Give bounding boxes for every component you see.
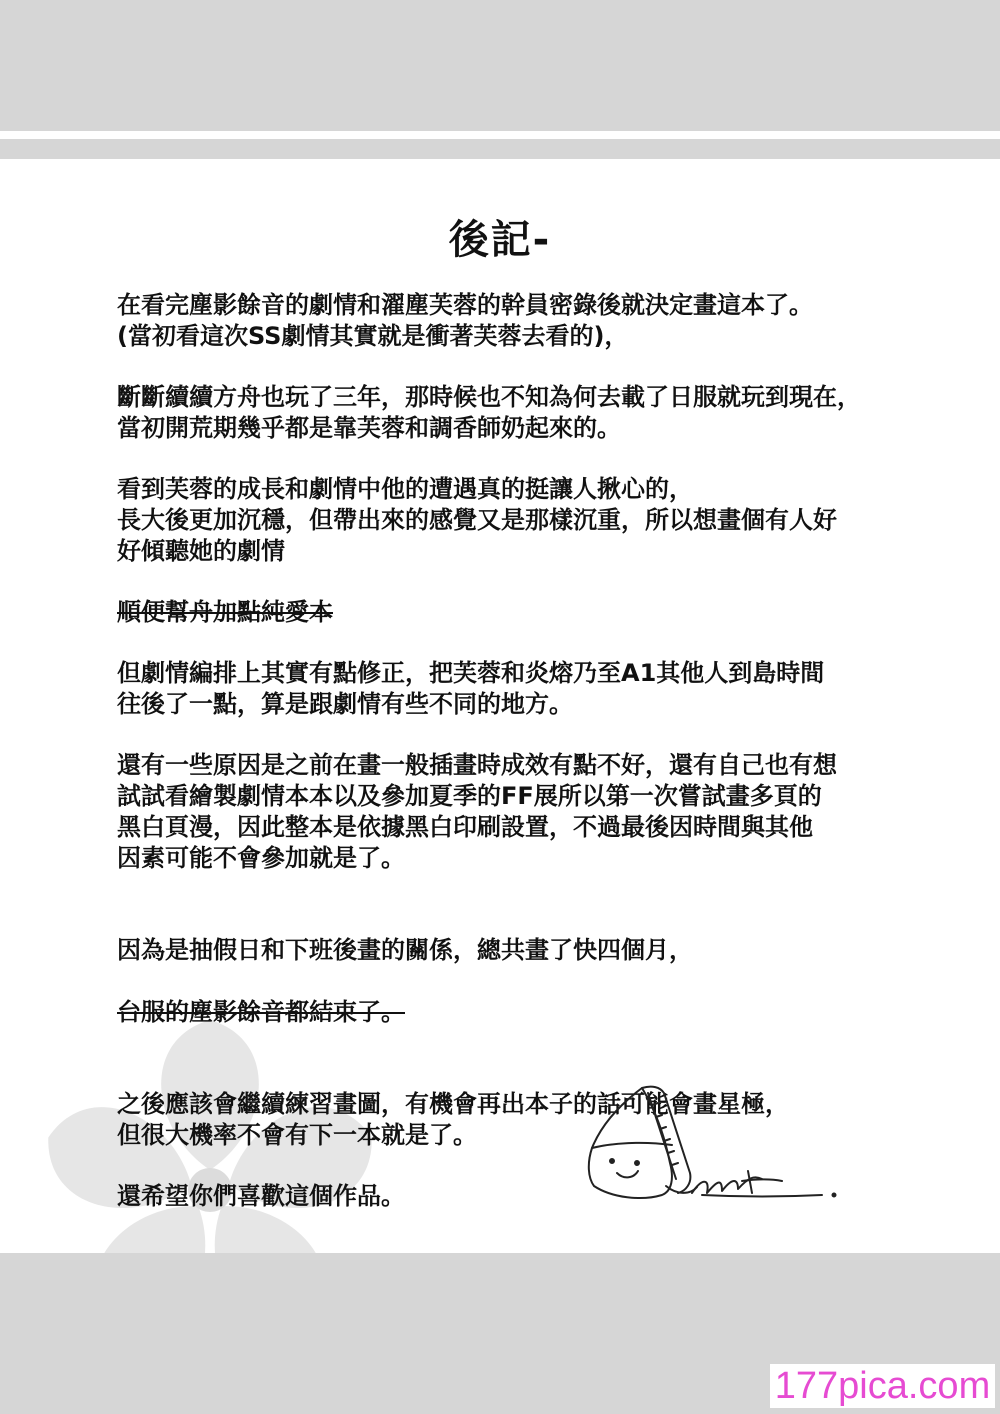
paragraph-1: 在看完塵影餘音的劇情和濯塵芙蓉的幹員密錄後就決定畫這本了。 (當初看這次SS劇情其實就是衝著芙蓉去看的)， [117, 291, 813, 350]
signature-drawing [582, 1083, 844, 1213]
paragraph-6: 還有一些原因是之前在畫一般插畫時成效有點不好，還有自己也有想 試試看繪製劇情本本以及參加夏季的FF展所以第一次嘗試畫多頁的 黑白頁漫，因此整本是依據黑白印刷設置，不過最後因時間與其他 因素可能不會參加就是了。 [117, 751, 837, 872]
paragraph-3: 看到芙蓉的成長和劇情中他的遭遇真的挺讓人揪心的， 長大後更加沉穩，但帶出來的感覺又是那樣沉重，所以想畫個有人好 好傾聽她的劇情 [117, 475, 837, 565]
paragraph-7 [117, 904, 897, 1059]
watermark: 177pica.com [770, 1364, 995, 1408]
paragraph-7-line-1: 因為是抽假日和下班後畫的關係，總共畫了快四個月， [117, 936, 693, 964]
top-gray-stripe [0, 139, 1000, 159]
paragraph-8: 之後應該會繼續練習畫圖，有機會再出本子的話可能會畫星極， 但很大機率不會有下一本就是了。 [117, 1090, 789, 1149]
paragraph-9: 還希望你們喜歡這個作品。 [117, 1182, 405, 1210]
paragraph-5: 但劇情編排上其實有點修正，把芙蓉和炎熔乃至A1其他人到島時間 往後了一點，算是跟劇情有些不同的地方。 [117, 659, 825, 718]
paragraph-7-line-2-struck: 台服的塵影餘音都結束了。 [117, 998, 405, 1026]
paragraph-2: 斷斷續續方舟也玩了三年，那時候也不知為何去載了日服就玩到現在， 當初開荒期幾乎都是靠芙蓉和調香師奶起來的。 [117, 383, 861, 442]
paragraph-4-struck: 順便幫舟加點純愛本 [117, 598, 333, 626]
page-title: 後記- [448, 217, 552, 263]
top-gray-band [0, 0, 1000, 131]
